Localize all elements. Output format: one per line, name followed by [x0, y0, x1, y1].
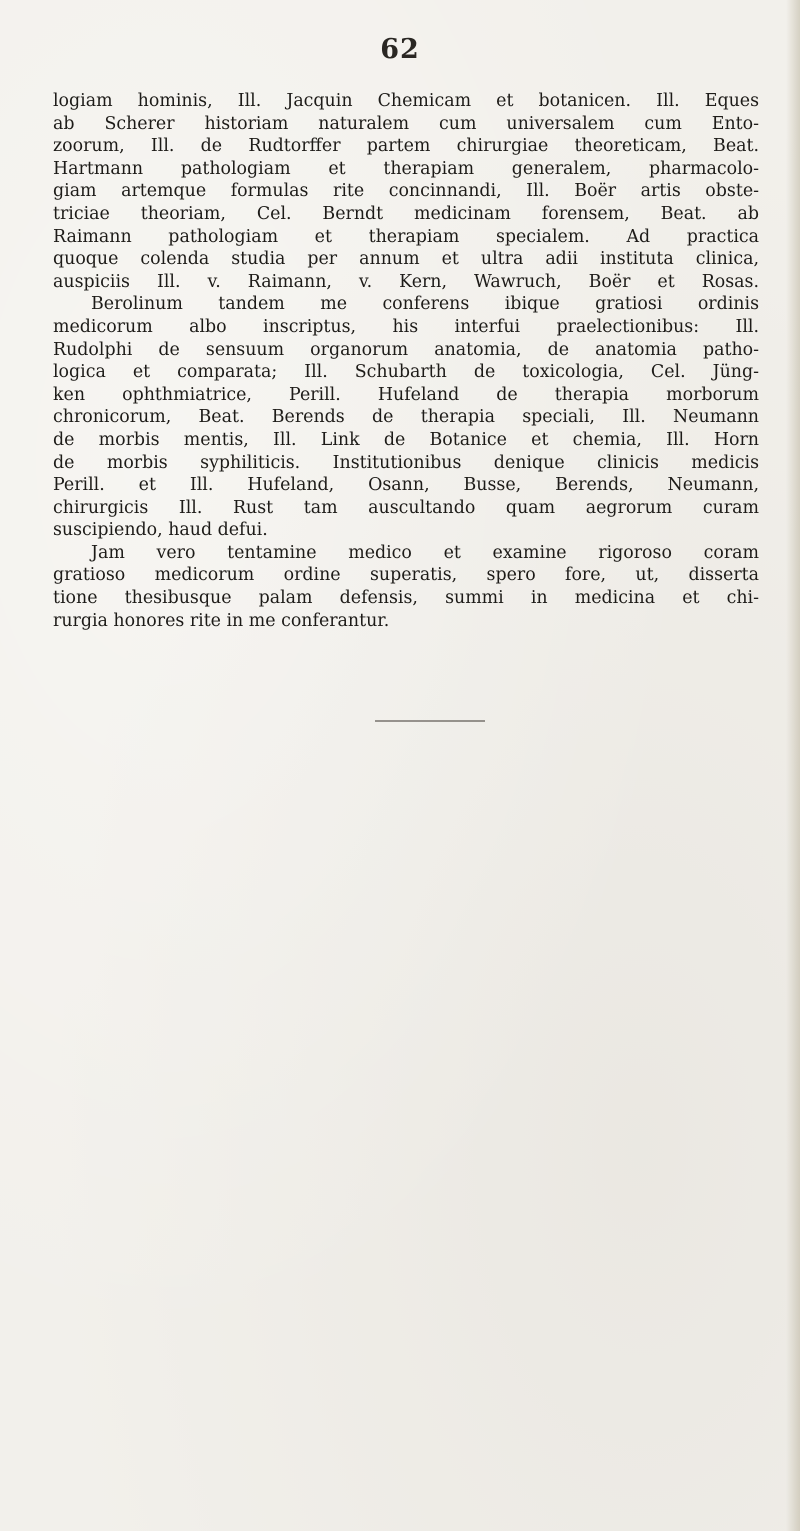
- text-line: gratioso medicorum ordine superatis, spero fore, ut, disserta: [53, 565, 759, 586]
- text-line: logica et comparata; Ill. Schubarth de toxicologia, Cel. Jüng-: [53, 362, 759, 383]
- text-line: chronicorum, Beat. Berends de therapia speciali, Ill. Neumann: [53, 407, 759, 428]
- text-line: medicorum albo inscriptus, his interfui praelectionibus: Ill.: [53, 316, 759, 337]
- text-line: tione thesibusque palam defensis, summi in medicina et chi-: [53, 588, 759, 609]
- text-line: Raimann pathologiam et therapiam specialem. Ad practica: [53, 226, 759, 247]
- text-line: de morbis syphiliticis. Institutionibus denique clinicis medicis: [53, 452, 759, 473]
- paragraph-start-line: Berolinum tandem me conferens ibique gratiosi ordinis: [91, 294, 759, 315]
- text-line: giam artemque formulas rite concinnandi, Ill. Boër artis obste-: [53, 181, 759, 202]
- text-line: logiam hominis, Ill. Jacquin Chemicam et botanicen. Ill. Eques: [53, 91, 759, 111]
- closing-rule: [375, 720, 485, 722]
- text-line: auspiciis Ill. v. Raimann, v. Kern, Wawruch, Boër et Rosas.: [53, 271, 759, 292]
- text-line: suscipiendo, haud defui.: [53, 520, 268, 541]
- page-number: 62: [380, 34, 420, 65]
- body-text: [53, 90, 759, 632]
- text-line: rurgia honores rite in me conferantur.: [53, 610, 390, 631]
- text-line: zoorum, Ill. de Rudtorffer partem chirurgiae theoreticam, Beat.: [53, 136, 759, 157]
- page-edge-shadow: [786, 0, 800, 1531]
- text-line: chirurgicis Ill. Rust tam auscultando quam aegrorum curam: [53, 497, 759, 518]
- text-line: ken ophthmiatrice, Perill. Hufeland de therapia morborum: [53, 384, 759, 405]
- text-line: de morbis mentis, Ill. Link de Botanice et chemia, Ill. Horn: [53, 429, 759, 450]
- text-line: Rudolphi de sensuum organorum anatomia, de anatomia patho-: [53, 339, 759, 360]
- text-line: triciae theoriam, Cel. Berndt medicinam forensem, Beat. ab: [53, 203, 759, 224]
- text-line: quoque colenda studia per annum et ultra adii instituta clinica,: [53, 249, 759, 270]
- text-line: Hartmann pathologiam et therapiam generalem, pharmacolo-: [53, 158, 759, 179]
- text-line: ab Scherer historiam naturalem cum universalem cum Ento-: [53, 113, 759, 134]
- text-line: Perill. et Ill. Hufeland, Osann, Busse, Berends, Neumann,: [53, 475, 759, 496]
- paragraph-start-line: Jam vero tentamine medico et examine rigoroso coram: [91, 542, 759, 563]
